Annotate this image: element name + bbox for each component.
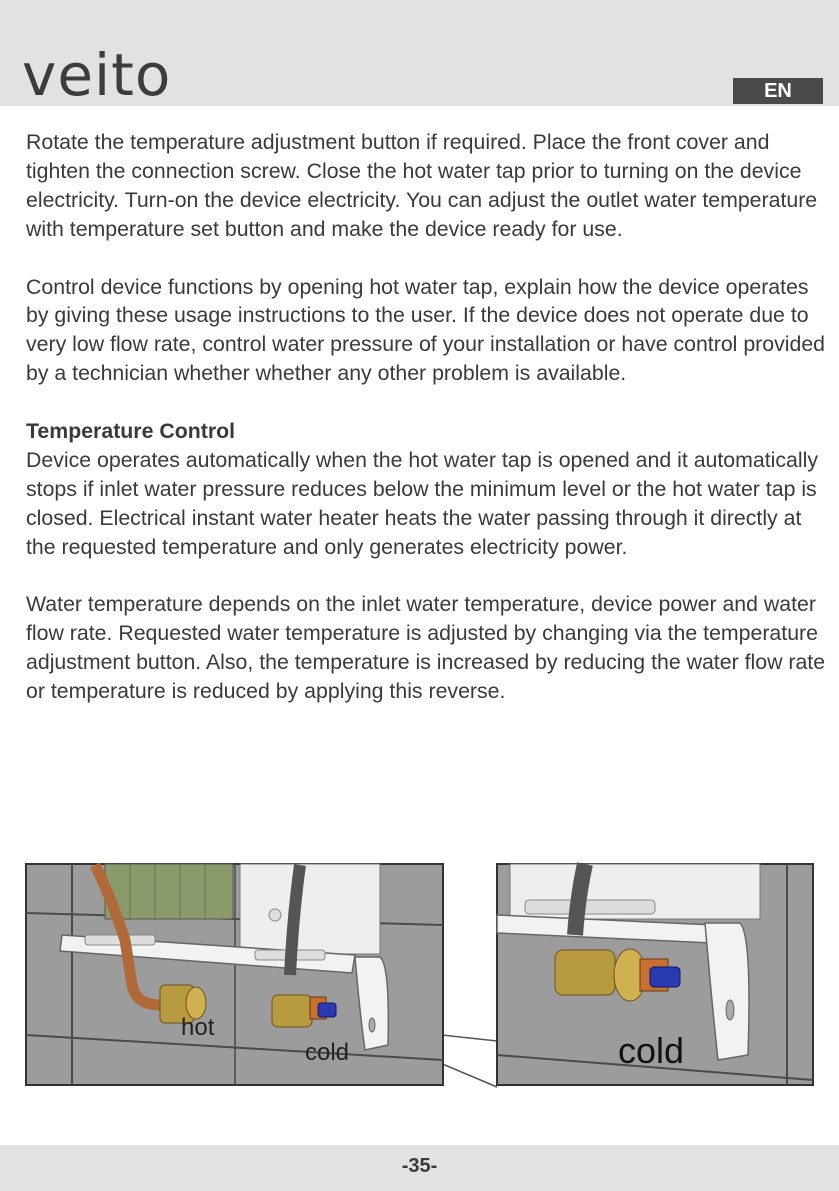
language-badge: EN — [733, 78, 823, 104]
paragraph-water-temperature: Water temperature depends on the inlet water temperature, device power and water flow rate. Requested water temperature is adjusted by changing via the temperature adjustment button. Also, the temperature is increased by reducing the water flow rate or temperature is reduced by applying this reverse. — [26, 592, 826, 704]
section-body: Device operates automatically when the hot water tap is opened and it automatically stops if inlet water pressure reduces below the minimum level or the hot water tap is closed. Electrical instant water heater heats the water passing through it directly at the requested temperature and only generates electricity power. — [26, 447, 818, 559]
paragraph-setup: Rotate the temperature adjustment button if required. Place the front cover and tighten the connection screw. Close the hot water tap prior to turning on the device electricity. Turn-on the device electricity. You can adjust the outlet water temperature with temperature set button and make the device ready for use. — [26, 130, 818, 241]
page-header — [0, 0, 839, 109]
installation-illustration — [0, 855, 839, 1095]
left-panel-illustration — [26, 864, 443, 1085]
cold-label-large: cold — [618, 1030, 685, 1071]
section-heading: Temperature Control — [26, 419, 236, 444]
brand-logo: veito — [22, 41, 172, 109]
body-text — [26, 128, 826, 735]
page-footer — [0, 1145, 839, 1191]
section-temperature-control — [26, 417, 826, 562]
hot-label: hot — [181, 1014, 215, 1041]
paragraph-control: Control device functions by opening hot water tap, explain how the device operates by giving these usage instructions to the user. If the device does not operate due to very low flow rate, control water pressure of your installation or have control provided by a technician whether whether any other problem is available. — [26, 274, 826, 386]
cold-label-small: cold — [305, 1039, 350, 1066]
right-panel-illustration — [497, 864, 813, 1085]
page-number: -35- — [401, 1155, 438, 1177]
